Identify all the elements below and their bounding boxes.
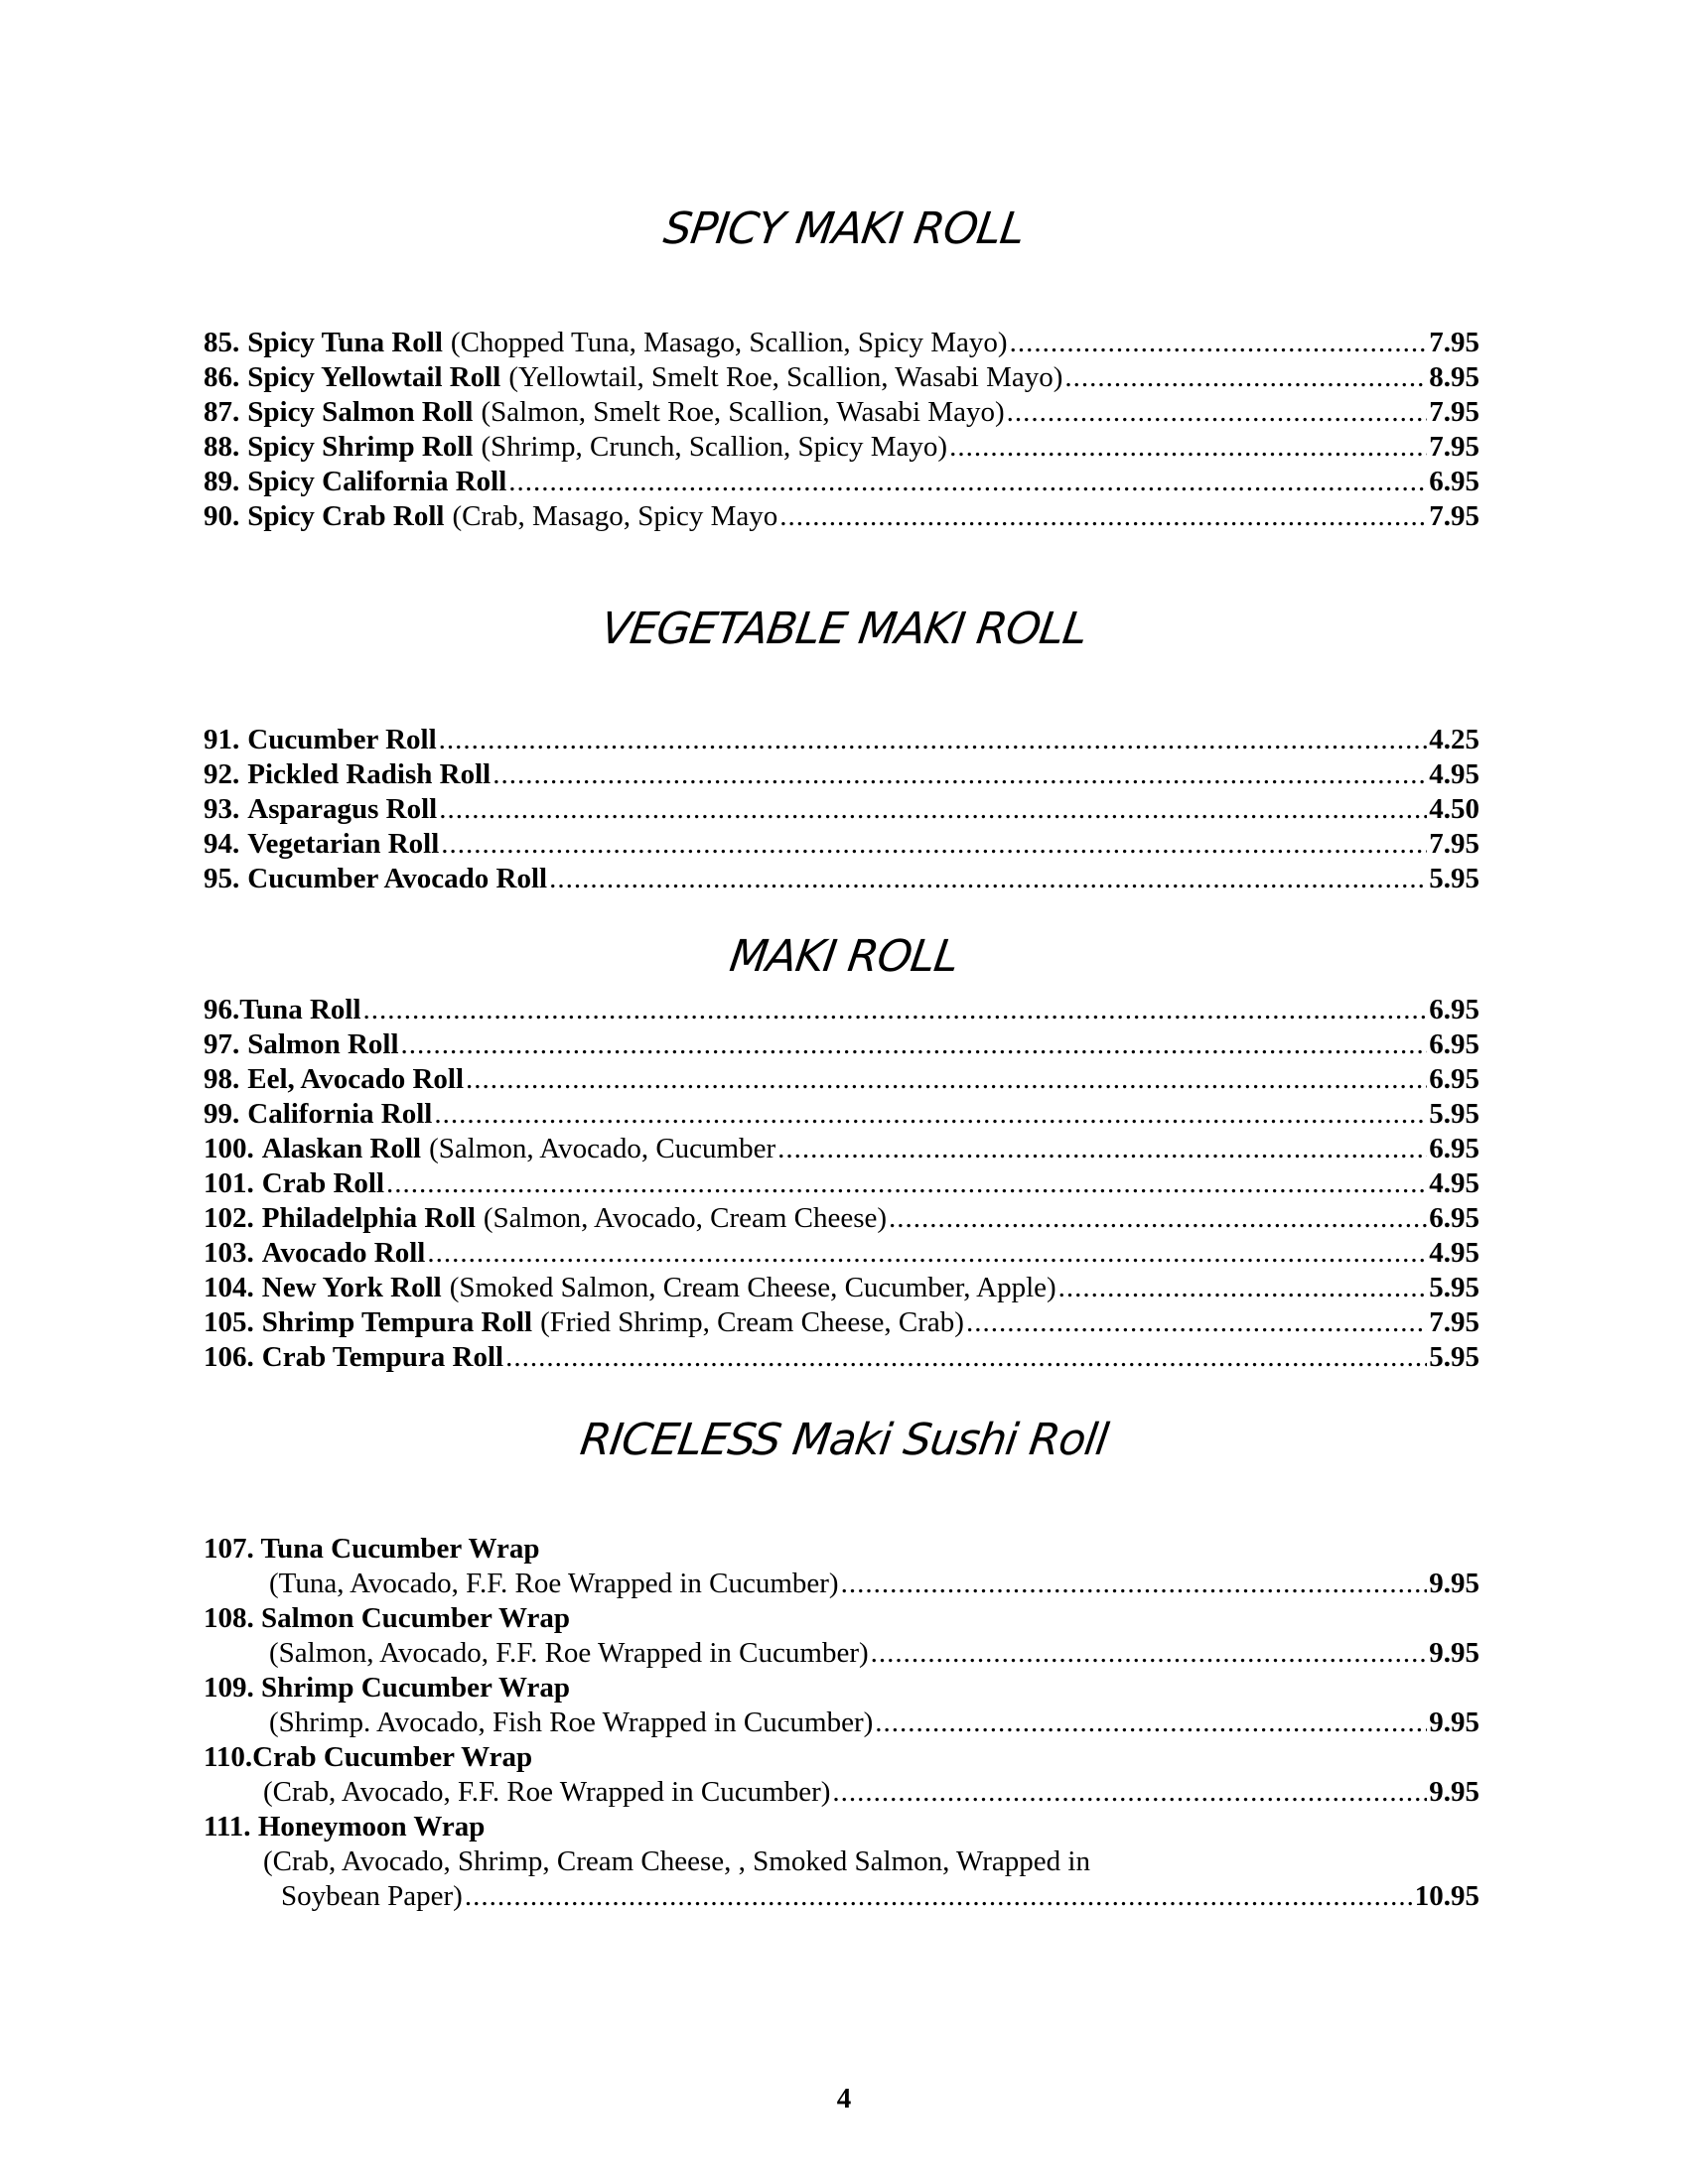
dot-leader <box>966 1305 1427 1340</box>
item-price: 6.95 <box>1429 1063 1479 1095</box>
item-name: Vegetarian Roll <box>247 828 440 860</box>
item-number: 106. <box>204 1341 254 1373</box>
item-description: (Smoked Salmon, Cream Cheese, Cucumber, Apple) <box>449 1272 1056 1303</box>
item-price: 5.95 <box>1429 1098 1479 1130</box>
dot-leader <box>465 1879 1413 1914</box>
menu-item <box>204 1271 1479 1305</box>
item-description: (Fried Shrimp, Cream Cheese, Crab) <box>540 1306 964 1338</box>
menu-item <box>204 1201 1479 1236</box>
wrap-item-description-row <box>204 1879 1479 1914</box>
dot-leader <box>1058 1271 1428 1305</box>
menu-item <box>204 326 1479 360</box>
menu-item <box>204 792 1479 827</box>
menu-item <box>204 723 1479 757</box>
item-description: (Shrimp. Avocado, Fish Roe Wrapped in Cucumber) <box>269 1706 874 1738</box>
section-title-maki: MAKI ROLL <box>726 931 962 982</box>
dot-leader <box>401 1027 1428 1062</box>
dot-leader <box>434 1097 1427 1132</box>
dot-leader <box>439 723 1428 757</box>
item-price: 7.95 <box>1429 431 1479 463</box>
item-number: 91. <box>204 724 240 755</box>
dot-leader <box>508 465 1427 499</box>
wrap-item-title <box>204 1601 1479 1636</box>
item-number: 88. <box>204 431 240 463</box>
item-name: Spicy Salmon Roll <box>247 396 474 428</box>
menu-item <box>204 862 1479 896</box>
item-number: 104. <box>204 1272 254 1303</box>
item-description: (Salmon, Avocado, Cream Cheese) <box>483 1202 888 1234</box>
wrap-item-title <box>204 1740 1479 1775</box>
menu-item <box>204 1166 1479 1201</box>
dot-leader <box>505 1340 1427 1375</box>
item-name: Crab Roll <box>261 1167 384 1199</box>
item-price: 7.95 <box>1429 1306 1479 1338</box>
item-price: 6.95 <box>1429 994 1479 1025</box>
item-number: 87. <box>204 396 240 428</box>
vegetable-maki-list <box>204 723 1479 896</box>
dot-leader <box>871 1636 1428 1671</box>
item-price: 6.95 <box>1429 1202 1479 1234</box>
dot-leader <box>841 1567 1428 1601</box>
maki-list <box>204 993 1479 1375</box>
item-name: Spicy Tuna Roll <box>247 327 443 358</box>
item-price: 6.95 <box>1429 1028 1479 1060</box>
item-name: Pickled Radish Roll <box>247 758 492 790</box>
item-name: Spicy Crab Roll <box>247 500 445 532</box>
menu-item <box>204 1236 1479 1271</box>
item-name: Philadelphia Roll <box>261 1202 476 1234</box>
dot-leader <box>889 1201 1427 1236</box>
item-number: 92. <box>204 758 240 790</box>
dot-leader <box>386 1166 1427 1201</box>
menu-item <box>204 395 1479 430</box>
riceless-maki-list <box>204 1532 1479 1914</box>
dot-leader <box>466 1062 1427 1097</box>
item-price: 4.95 <box>1429 1167 1479 1199</box>
item-price: 7.95 <box>1429 500 1479 532</box>
menu-item <box>204 1132 1479 1166</box>
item-price: 5.95 <box>1429 1341 1479 1373</box>
item-name: Eel, Avocado Roll <box>247 1063 465 1095</box>
item-price: 7.95 <box>1429 327 1479 358</box>
menu-item <box>204 993 1479 1027</box>
item-name: Tuna Roll <box>239 994 361 1025</box>
wrap-item-description-row <box>204 1567 1479 1601</box>
wrap-item-description-row <box>204 1706 1479 1740</box>
wrap-item-description-row <box>204 1636 1479 1671</box>
item-name: Shrimp Cucumber Wrap <box>261 1672 570 1704</box>
item-number: 108. <box>204 1602 254 1634</box>
item-name: Cucumber Avocado Roll <box>247 863 548 894</box>
item-price: 4.50 <box>1429 793 1479 825</box>
wrap-item-title <box>204 1810 1479 1844</box>
menu-item <box>204 827 1479 862</box>
item-price: 6.95 <box>1429 466 1479 497</box>
dot-leader <box>832 1775 1427 1810</box>
dot-leader <box>1010 326 1428 360</box>
dot-leader <box>549 862 1427 896</box>
menu-item <box>204 430 1479 465</box>
item-description-continued: Soybean Paper) <box>281 1880 463 1912</box>
item-description: (Salmon, Avocado, F.F. Roe Wrapped in Cucumber) <box>269 1637 869 1669</box>
menu-item <box>204 757 1479 792</box>
item-description: (Chopped Tuna, Masago, Scallion, Spicy Mayo) <box>450 327 1008 358</box>
item-number: 98. <box>204 1063 240 1095</box>
spicy-maki-list <box>204 326 1479 534</box>
item-price: 4.95 <box>1429 758 1479 790</box>
item-price: 7.95 <box>1429 828 1479 860</box>
section-title-spicy-maki: SPICY MAKI ROLL <box>660 204 1028 254</box>
item-name: Alaskan Roll <box>261 1133 422 1164</box>
dot-leader <box>439 792 1427 827</box>
dot-leader <box>427 1236 1427 1271</box>
item-name: Spicy Yellowtail Roll <box>247 361 501 393</box>
item-price: 9.95 <box>1429 1637 1479 1669</box>
item-name: New York Roll <box>261 1272 442 1303</box>
item-number: 109. <box>204 1672 254 1704</box>
item-name: Crab Cucumber Wrap <box>252 1741 533 1773</box>
wrap-item-title <box>204 1532 1479 1567</box>
item-price: 7.95 <box>1429 396 1479 428</box>
menu-item <box>204 1340 1479 1375</box>
wrap-item-title <box>204 1671 1479 1706</box>
item-price: 5.95 <box>1429 863 1479 894</box>
item-number: 96. <box>204 994 240 1025</box>
item-description: (Crab, Avocado, Shrimp, Cream Cheese, , Smoked Salmon, Wrapped in <box>263 1845 1090 1877</box>
dot-leader <box>363 993 1428 1027</box>
item-price: 9.95 <box>1429 1706 1479 1738</box>
item-description: (Crab, Masago, Spicy Mayo <box>452 500 778 532</box>
dot-leader <box>1007 395 1428 430</box>
menu-item <box>204 1305 1479 1340</box>
item-name: Cucumber Roll <box>247 724 437 755</box>
item-name: Crab Tempura Roll <box>261 1341 504 1373</box>
item-number: 95. <box>204 863 240 894</box>
item-description: (Shrimp, Crunch, Scallion, Spicy Mayo) <box>481 431 948 463</box>
item-name: California Roll <box>247 1098 433 1130</box>
menu-item <box>204 1062 1479 1097</box>
item-number: 101. <box>204 1167 254 1199</box>
item-description: (Yellowtail, Smelt Roe, Scallion, Wasabi Mayo) <box>508 361 1063 393</box>
item-number: 89. <box>204 466 240 497</box>
item-price: 6.95 <box>1429 1133 1479 1164</box>
item-name: Avocado Roll <box>261 1237 426 1269</box>
item-number: 102. <box>204 1202 254 1234</box>
wrap-item-description-line <box>204 1844 1479 1879</box>
item-description: (Salmon, Smelt Roe, Scallion, Wasabi Mayo) <box>481 396 1005 428</box>
item-name: Salmon Cucumber Wrap <box>261 1602 570 1634</box>
dot-leader <box>441 827 1427 862</box>
item-number: 105. <box>204 1306 254 1338</box>
item-number: 86. <box>204 361 240 393</box>
item-number: 99. <box>204 1098 240 1130</box>
item-price: 8.95 <box>1429 361 1479 393</box>
item-price: 4.95 <box>1429 1237 1479 1269</box>
dot-leader <box>779 499 1427 534</box>
menu-item <box>204 465 1479 499</box>
section-title-riceless-maki: RICELESS Maki Sushi Roll <box>577 1415 1111 1465</box>
item-price: 4.25 <box>1429 724 1479 755</box>
item-number: 85. <box>204 327 240 358</box>
dot-leader <box>777 1132 1427 1166</box>
section-title-vegetable-maki: VEGETABLE MAKI ROLL <box>598 604 1090 654</box>
item-number: 111. <box>204 1811 251 1843</box>
item-number: 93. <box>204 793 240 825</box>
item-number: 94. <box>204 828 240 860</box>
item-number: 90. <box>204 500 240 532</box>
item-name: Spicy Shrimp Roll <box>247 431 474 463</box>
dot-leader <box>949 430 1427 465</box>
item-number: 103. <box>204 1237 254 1269</box>
item-description: (Salmon, Avocado, Cucumber <box>429 1133 776 1164</box>
item-name: Spicy California Roll <box>247 466 507 497</box>
item-number: 97. <box>204 1028 240 1060</box>
dot-leader <box>875 1706 1427 1740</box>
item-price: 5.95 <box>1429 1272 1479 1303</box>
dot-leader <box>492 757 1427 792</box>
menu-item <box>204 499 1479 534</box>
item-price: 9.95 <box>1429 1568 1479 1599</box>
item-name: Asparagus Roll <box>247 793 438 825</box>
item-description: (Tuna, Avocado, F.F. Roe Wrapped in Cucumber) <box>269 1568 839 1599</box>
item-number: 110. <box>204 1741 253 1773</box>
item-number: 100. <box>204 1133 254 1164</box>
menu-item <box>204 1027 1479 1062</box>
menu-item <box>204 360 1479 395</box>
item-description: (Crab, Avocado, F.F. Roe Wrapped in Cucumber) <box>263 1776 831 1808</box>
item-name: Tuna Cucumber Wrap <box>260 1533 540 1565</box>
item-price: 9.95 <box>1429 1776 1479 1808</box>
item-name: Honeymoon Wrap <box>257 1811 486 1843</box>
wrap-item-description-row <box>204 1775 1479 1810</box>
dot-leader <box>1064 360 1427 395</box>
item-price: 10.95 <box>1414 1880 1479 1912</box>
menu-item <box>204 1097 1479 1132</box>
item-number: 107. <box>204 1533 254 1565</box>
page-number: 4 <box>836 2083 852 2115</box>
item-name: Shrimp Tempura Roll <box>261 1306 533 1338</box>
item-name: Salmon Roll <box>247 1028 399 1060</box>
